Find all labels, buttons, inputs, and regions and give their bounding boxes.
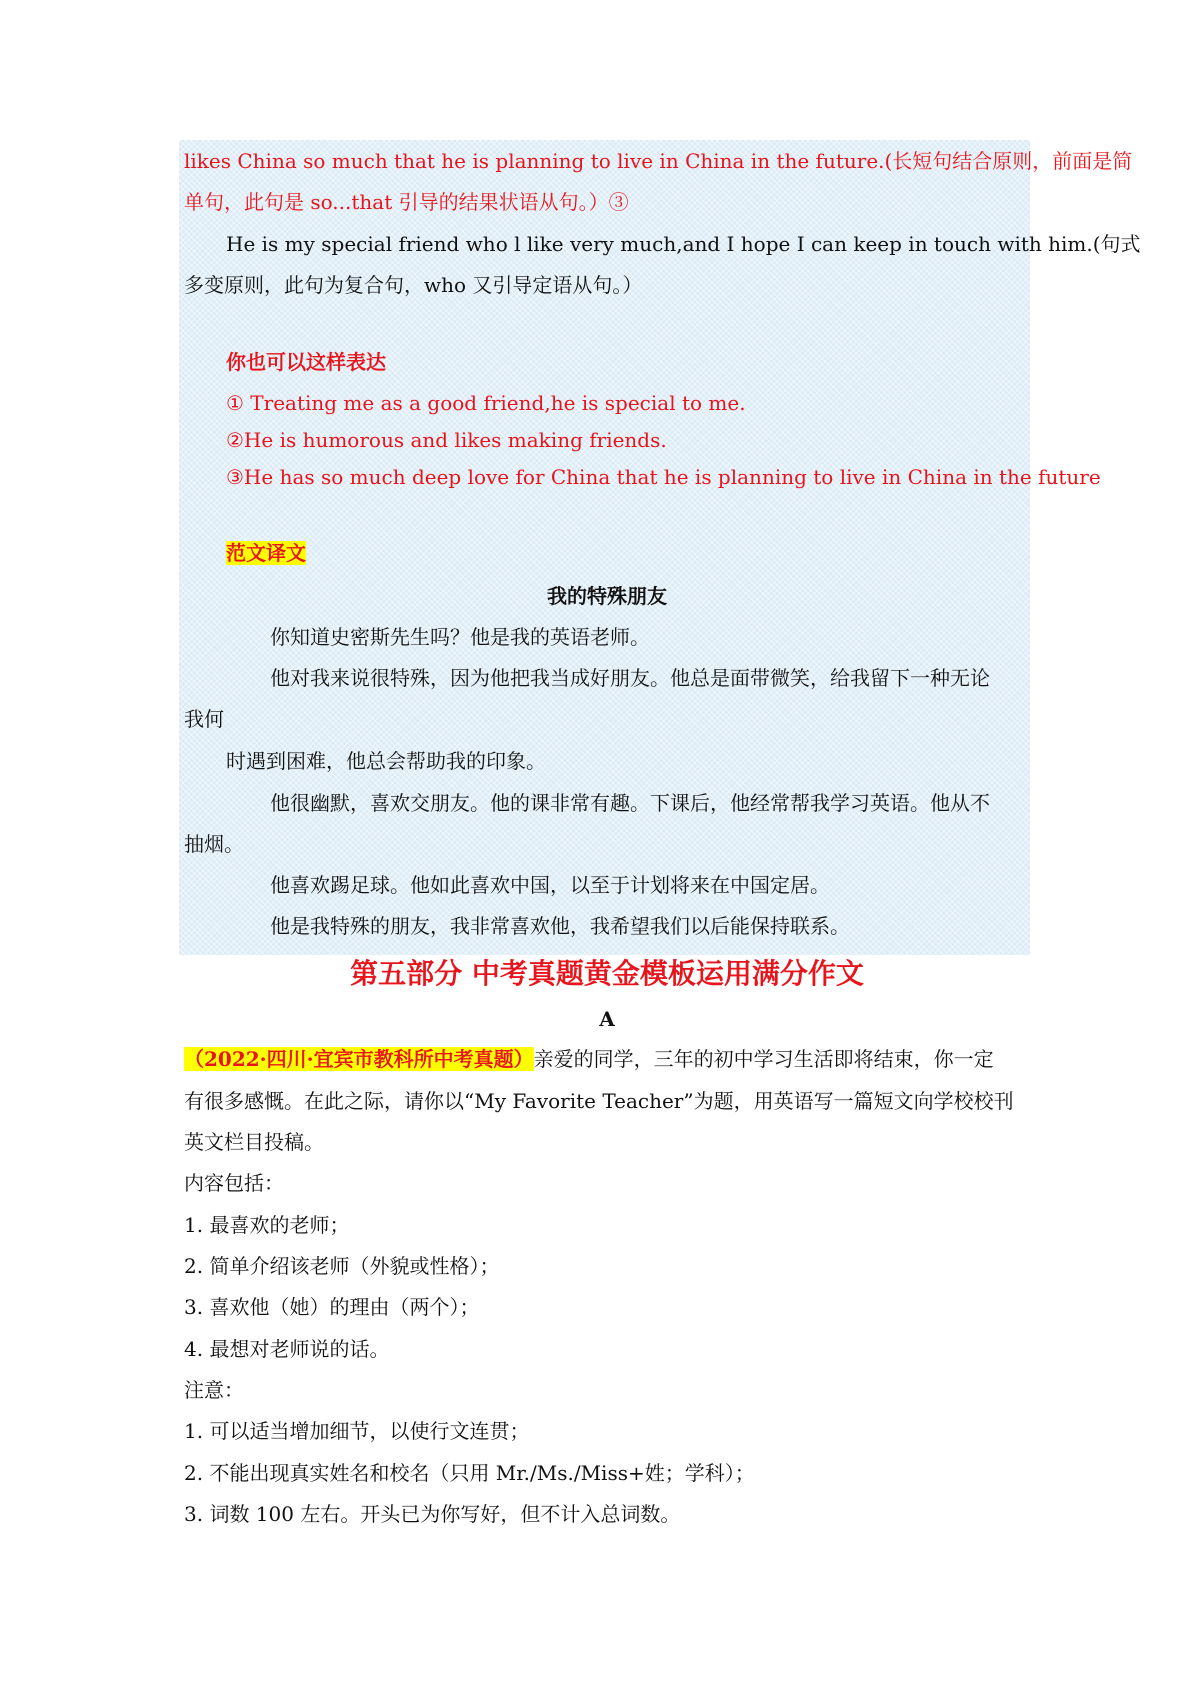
translation-p2-line1: 他对我来说很特殊，因为他把我当成好朋友。他总是面带微笑，给我留下一种无论: [270, 666, 990, 690]
alt-expression-2: ②He is humorous and likes making friends.: [226, 428, 667, 452]
section-letter: A: [599, 1007, 615, 1031]
box-p1-line2: 单句，此句是 so...that 引导的结果状语从句。）③: [184, 190, 629, 214]
translation-p2-line3: 时遇到困难，他总会帮助我的印象。: [226, 749, 546, 773]
notes-label: 注意：: [184, 1378, 244, 1402]
content-item: 1. 最喜欢的老师；: [184, 1213, 350, 1237]
content-item: 4. 最想对老师说的话。: [184, 1337, 390, 1361]
box-p2-line1: He is my special friend who l like very much,and I hope I can keep in touch with him.(句式: [226, 232, 1141, 256]
note-item: 2. 不能出现真实姓名和校名（只用 Mr./Ms./Miss+姓；学科）；: [184, 1461, 755, 1485]
translation-p1: 你知道史密斯先生吗？他是我的英语老师。: [270, 625, 650, 649]
prompt-line2: 有很多感慨。在此之际，请你以“My Favorite Teacher”为题，用英语写一篇短文向学校校刊: [184, 1089, 1014, 1113]
box-p2-line2: 多变原则，此句为复合句，who 又引导定语从句。）: [184, 273, 643, 297]
note-item: 1. 可以适当增加细节，以使行文连贯；: [184, 1419, 530, 1443]
content-label: 内容包括：: [184, 1171, 284, 1195]
translation-title: 我的特殊朋友: [547, 584, 667, 608]
source-tag: （2022·四川·宜宾市教科所中考真题）: [184, 1047, 534, 1071]
shaded-answer-box: [179, 140, 1030, 955]
content-item: 3. 喜欢他（她）的理由（两个）；: [184, 1295, 480, 1319]
section-title: 第五部分 中考真题黄金模板运用满分作文: [350, 957, 864, 990]
box-p1-line1: likes China so much that he is planning to live in China in the future.(长短句结合原则，前面是简: [184, 149, 1133, 173]
prompt-line1-text: 亲爱的同学，三年的初中学习生活即将结束，你一定: [533, 1047, 994, 1071]
translation-p3-line2: 抽烟。: [184, 832, 244, 856]
alt-expressions-heading: 你也可以这样表达: [226, 350, 386, 374]
translation-heading: [226, 538, 306, 568]
prompt-line3: 英文栏目投稿。: [184, 1130, 324, 1154]
translation-p3-line1: 他很幽默，喜欢交朋友。他的课非常有趣。下课后，他经常帮我学习英语。他从不: [270, 791, 990, 815]
translation-p4: 他喜欢踢足球。他如此喜欢中国，以至于计划将来在中国定居。: [270, 873, 830, 897]
translation-heading-text: 范文译文: [226, 541, 306, 565]
content-item: 2. 简单介绍该老师（外貌或性格）；: [184, 1254, 500, 1278]
translation-p2-line2: 我何: [184, 707, 224, 731]
alt-expression-3: ③He has so much deep love for China that he is planning to live in China in the future: [226, 465, 1101, 489]
translation-p5: 他是我特殊的朋友，我非常喜欢他，我希望我们以后能保持联系。: [270, 914, 850, 938]
prompt-line1: [184, 1044, 994, 1074]
alt-expression-1: ① Treating me as a good friend,he is special to me.: [226, 391, 746, 415]
note-item: 3. 词数 100 左右。开头已为你写好，但不计入总词数。: [184, 1502, 681, 1526]
